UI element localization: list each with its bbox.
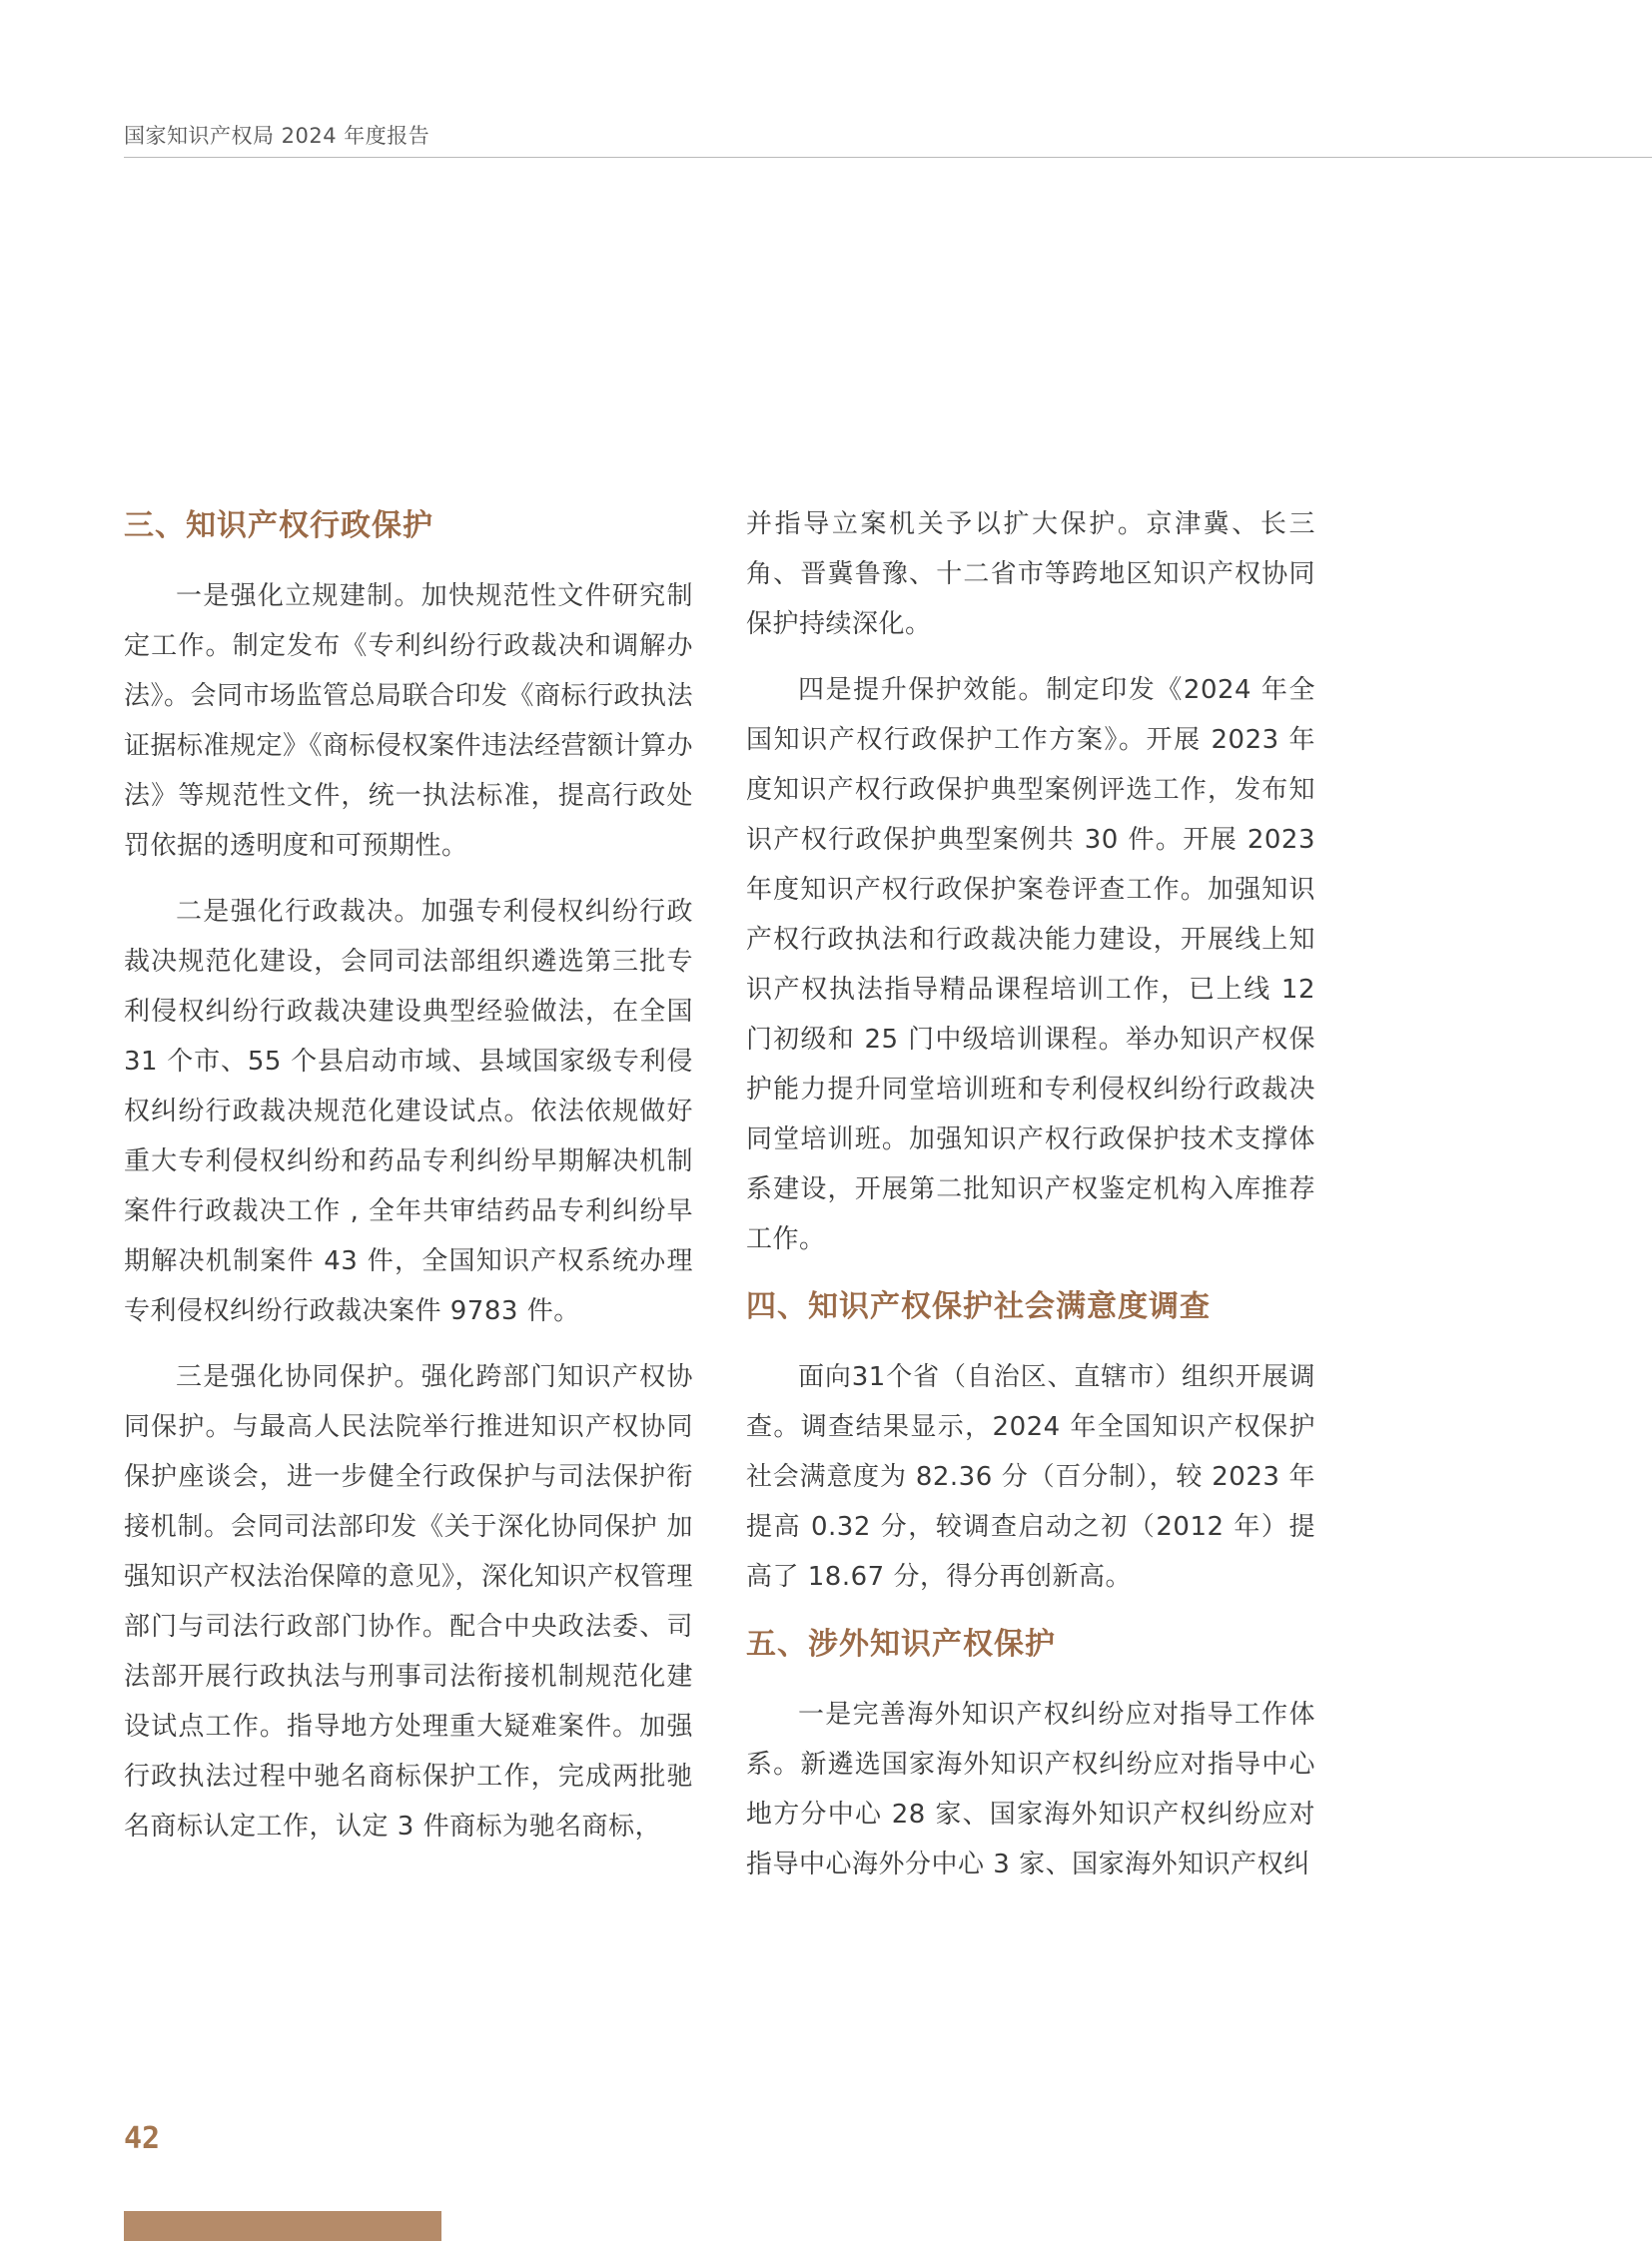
footer-accent-bar — [124, 2211, 441, 2241]
paragraph-administrative-ruling: 二是强化行政裁决。加强专利侵权纠纷行政裁决规范化建设，会同司法部组织遴选第三批专利侵权纠纷行政裁决建设典型经验做法，在全国 31 个市、55 个县启动市域、县域国家级专利侵权纠纷行政裁决规范化建设试点。依法依规做好重大专利侵权纠纷和药品专利纠纷早期解决机制案件行政裁决工作 , 全年共审结药品专利纠纷早期解决机制案件 43 件，全国知识产权系统办理专利侵权纠纷行政裁决案件 9783 件。 — [124, 897, 693, 1326]
section-5-heading: 五、涉外知识产权保护 — [746, 1627, 1056, 1662]
paragraph-legislation: 一是强化立规建制。加快规范性文件研究制定工作。制定发布《专利纠纷行政裁决和调解办法》。会同市场监管总局联合印发《商标行政执法证据标准规定》《商标侵权案件违法经营额计算办法》等规范性文件，统一执法标准，提高行政处罚依据的透明度和可预期性。 — [124, 581, 694, 861]
report-header-title: 国家知识产权局 2024 年度报告 — [124, 124, 430, 148]
paragraph-coordinated-protection-cont: 并指导立案机关予以扩大保护。京津冀、长三角、晋冀鲁豫、十二省市等跨地区知识产权协同保护持续深化。 — [746, 509, 1315, 639]
header-divider — [124, 157, 1652, 158]
paragraph-satisfaction-survey: 面向31个省（自治区、直辖市）组织开展调查。调查结果显示，2024 年全国知识产权保护社会满意度为 82.36 分（百分制），较 2023 年提高 0.32 分，较调查启动之初（2012 年）提高了 18.67 分，得分再创新高。 — [746, 1362, 1315, 1592]
page-number: 42 — [124, 2121, 161, 2156]
section-4-heading: 四、知识产权保护社会满意度调查 — [746, 1289, 1211, 1324]
left-column — [124, 499, 693, 1852]
section-3-heading: 三、知识产权行政保护 — [124, 508, 433, 543]
paragraph-coordinated-protection: 三是强化协同保护。强化跨部门知识产权协同保护。与最高人民法院举行推进知识产权协同保护座谈会，进一步健全行政保护与司法保护衔接机制。会同司法部印发《关于深化协同保护 加强知识产权法治保障的意见》，深化知识产权管理部门与司法行政部门协作。配合中央政法委、司法部开展行政执法与刑事司法衔接机制规范化建设试点工作。指导地方处理重大疑难案件。加强行政执法过程中驰名商标保护工作，完成两批驰名商标认定工作，认定 3 件商标为驰名商标， — [124, 1362, 694, 1842]
paragraph-overseas-dispute: 一是完善海外知识产权纠纷应对指导工作体系。新遴选国家海外知识产权纠纷应对指导中心地方分中心 28 家、国家海外知识产权纠纷应对指导中心海外分中心 3 家、国家海外知识产权纠 — [746, 1700, 1315, 1879]
right-column — [746, 499, 1315, 1889]
paragraph-protection-efficiency: 四是提升保护效能。制定印发《2024 年全国知识产权行政保护工作方案》。开展 2023 年度知识产权行政保护典型案例评选工作，发布知识产权行政保护典型案例共 30 件。开展 2023 年度知识产权行政保护案卷评查工作。加强知识产权行政执法和行政裁决能力建设，开展线上知识产权执法指导精品课程培训工作，已上线 12 门初级和 25 门中级培训课程。举办知识产权保护能力提升同堂培训班和专利侵权纠纷行政裁决同堂培训班。加强知识产权行政保护技术支撑体系建设，开展第二批知识产权鉴定机构入库推荐工作。 — [746, 675, 1315, 1254]
